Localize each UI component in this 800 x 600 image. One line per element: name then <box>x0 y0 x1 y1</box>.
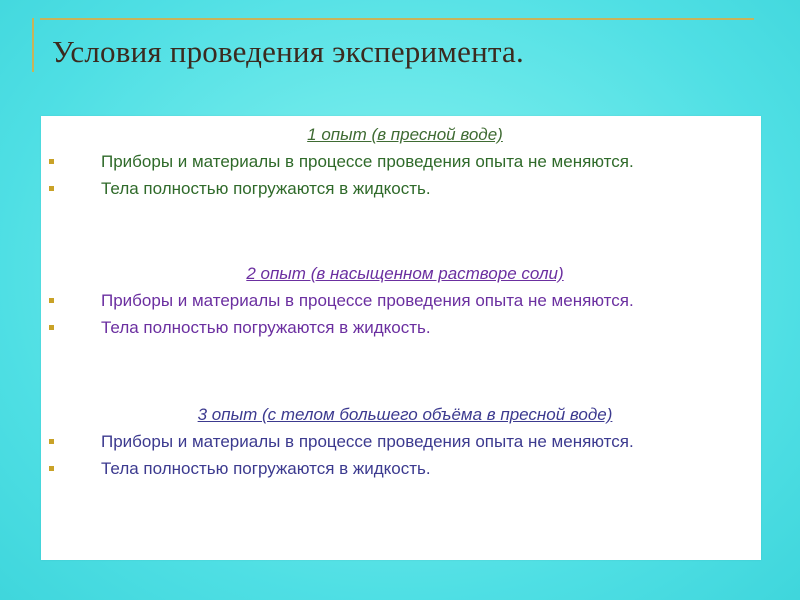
list-item-text: Тела полностью погружаются в жидкость. <box>101 459 431 478</box>
bullet-square-icon <box>49 325 54 330</box>
bullet-square-icon <box>49 298 54 303</box>
list-item-text: Тела полностью погружаются в жидкость. <box>101 179 431 198</box>
bullet-square-icon <box>49 466 54 471</box>
condition-list-1 <box>41 150 761 200</box>
experiment-section-3 <box>41 404 761 480</box>
title-accent-line-horizontal <box>40 18 754 20</box>
condition-list-3 <box>41 430 761 480</box>
bullet-square-icon <box>49 439 54 444</box>
bullet-square-icon <box>49 159 54 164</box>
list-item <box>41 289 681 312</box>
experiment-section-2 <box>41 263 761 339</box>
list-item <box>41 430 681 453</box>
slide-title: Условия проведения эксперимента. <box>52 34 524 69</box>
list-item <box>41 177 681 200</box>
bullet-square-icon <box>49 186 54 191</box>
list-item <box>41 316 681 339</box>
list-item <box>41 457 681 480</box>
list-item-text: Приборы и материалы в процессе проведения опыта не меняются. <box>101 432 634 451</box>
condition-list-2 <box>41 289 761 339</box>
section-heading-2: 2 опыт (в насыщенном растворе соли) <box>246 264 564 283</box>
experiment-section-1 <box>41 124 761 200</box>
section-heading-1: 1 опыт (в пресной воде) <box>307 125 503 144</box>
title-accent-line-vertical <box>32 18 34 72</box>
list-item-text: Приборы и материалы в процессе проведения опыта не меняются. <box>101 152 634 171</box>
list-item-text: Приборы и материалы в процессе проведения опыта не меняются. <box>101 291 634 310</box>
content-panel <box>41 116 761 560</box>
list-item <box>41 150 681 173</box>
list-item-text: Тела полностью погружаются в жидкость. <box>101 318 431 337</box>
section-heading-3: 3 опыт (с телом большего объёма в пресной воде) <box>197 405 613 424</box>
